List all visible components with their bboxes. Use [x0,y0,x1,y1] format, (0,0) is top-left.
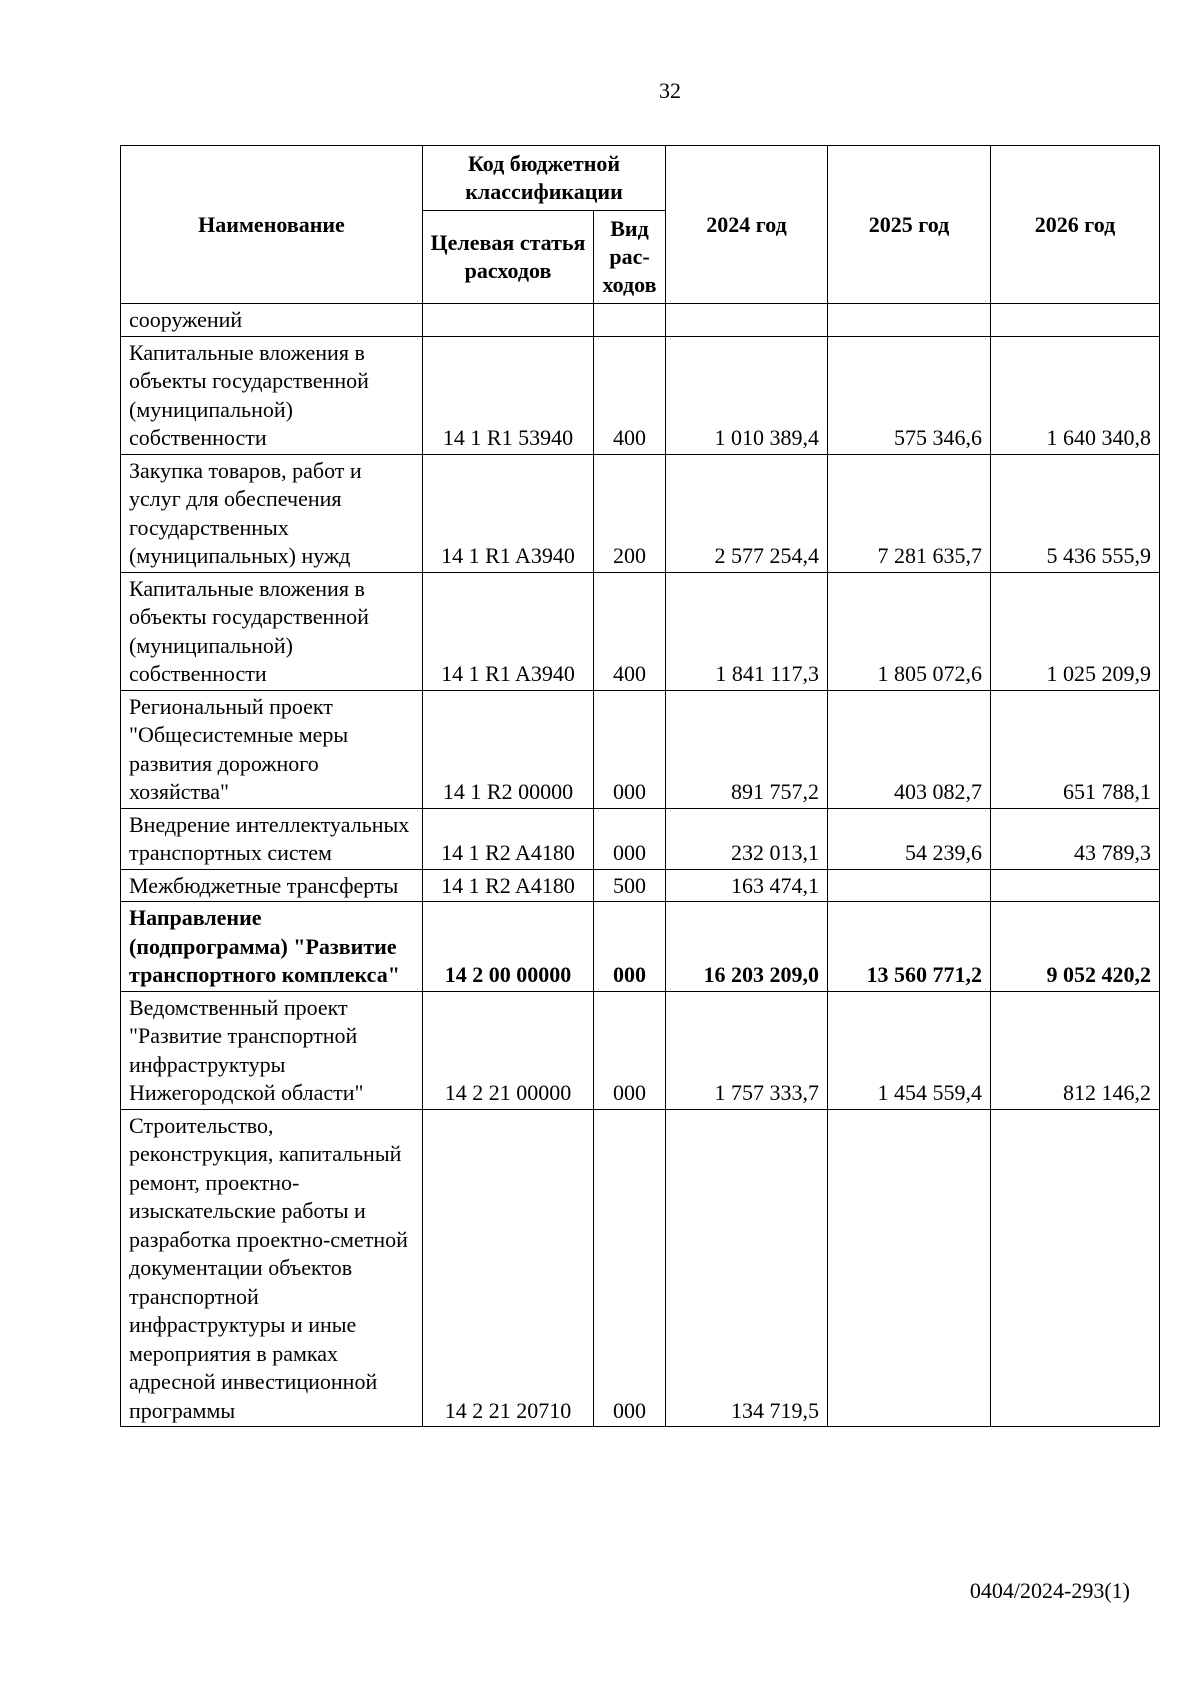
cell-name: Направление (подпрограмма) "Развитие транспортного комплекса" [121,902,423,992]
cell-v2026: 812 146,2 [991,991,1160,1109]
cell-kind: 400 [594,572,666,690]
cell-code: 14 1 R1 53940 [423,336,594,454]
budget-table [120,145,1160,1427]
table-row [121,869,1160,902]
table-row [121,572,1160,690]
cell-v2025: 1 805 072,6 [828,572,991,690]
cell-code: 14 1 R2 A4180 [423,808,594,869]
cell-v2024 [666,304,828,337]
cell-v2025 [828,304,991,337]
table-header [121,146,1160,304]
cell-v2026: 1 025 209,9 [991,572,1160,690]
cell-name: сооружений [121,304,423,337]
table-body [121,304,1160,1427]
cell-v2025: 403 082,7 [828,690,991,808]
header-target-article: Целевая статья расходов [423,211,594,304]
cell-code: 14 1 R1 A3940 [423,572,594,690]
cell-code: 14 1 R2 A4180 [423,869,594,902]
header-2024: 2024 год [666,146,828,304]
cell-v2024: 891 757,2 [666,690,828,808]
cell-v2024: 2 577 254,4 [666,454,828,572]
cell-v2025 [828,869,991,902]
cell-kind: 000 [594,1109,666,1427]
cell-v2025: 1 454 559,4 [828,991,991,1109]
cell-v2024: 1 841 117,3 [666,572,828,690]
table-row [121,454,1160,572]
header-2025: 2025 год [828,146,991,304]
table-row [121,808,1160,869]
cell-v2025: 7 281 635,7 [828,454,991,572]
cell-v2025: 575 346,6 [828,336,991,454]
cell-kind: 000 [594,991,666,1109]
cell-kind [594,304,666,337]
cell-name: Ведомственный проект "Развитие транспортной инфраструктуры Нижегородской области" [121,991,423,1109]
cell-v2024: 16 203 209,0 [666,902,828,992]
table-row [121,991,1160,1109]
cell-code: 14 2 21 20710 [423,1109,594,1427]
table-row [121,304,1160,337]
cell-v2026 [991,304,1160,337]
cell-kind: 400 [594,336,666,454]
cell-kind: 000 [594,690,666,808]
cell-v2025 [828,1109,991,1427]
cell-v2024: 1 010 389,4 [666,336,828,454]
cell-code: 14 2 21 00000 [423,991,594,1109]
cell-name: Межбюджетные трансферты [121,869,423,902]
cell-code: 14 2 00 00000 [423,902,594,992]
cell-name: Строительство, реконструкция, капитальный ремонт, проектно-изыскательские работы и разработка проектно-сметной документации объектов транспортной инфраструктуры и иные мероприятия в рамках адресной инвестиционной программы [121,1109,423,1427]
header-2026: 2026 год [991,146,1160,304]
cell-v2024: 232 013,1 [666,808,828,869]
cell-name: Внедрение интеллектуальных транспортных систем [121,808,423,869]
document-code: 0404/2024-293(1) [969,1578,1130,1603]
cell-name: Региональный проект "Общесистемные меры развития дорожного хозяйства" [121,690,423,808]
cell-name: Капитальные вложения в объекты государственной (муниципальной) собственности [121,336,423,454]
cell-v2026: 651 788,1 [991,690,1160,808]
table-row [121,902,1160,992]
header-expense-kind: Вид рас-ходов [594,211,666,304]
table-row [121,336,1160,454]
cell-code [423,304,594,337]
table-row [121,1109,1160,1427]
cell-v2025: 54 239,6 [828,808,991,869]
cell-kind: 200 [594,454,666,572]
cell-code: 14 1 R2 00000 [423,690,594,808]
cell-v2026: 9 052 420,2 [991,902,1160,992]
cell-code: 14 1 R1 A3940 [423,454,594,572]
cell-v2026: 5 436 555,9 [991,454,1160,572]
table-row [121,690,1160,808]
cell-v2024: 1 757 333,7 [666,991,828,1109]
cell-v2026: 43 789,3 [991,808,1160,869]
header-budget-code: Код бюджетной классификации [423,146,666,211]
cell-v2024: 163 474,1 [666,869,828,902]
cell-v2026: 1 640 340,8 [991,336,1160,454]
cell-v2026 [991,1109,1160,1427]
page-number: 32 [659,78,681,103]
cell-kind: 000 [594,902,666,992]
header-name: Наименование [121,146,423,304]
cell-v2024: 134 719,5 [666,1109,828,1427]
cell-v2025: 13 560 771,2 [828,902,991,992]
cell-kind: 000 [594,808,666,869]
cell-name: Закупка товаров, работ и услуг для обеспечения государственных (муниципальных) нужд [121,454,423,572]
cell-name: Капитальные вложения в объекты государственной (муниципальной) собственности [121,572,423,690]
cell-v2026 [991,869,1160,902]
cell-kind: 500 [594,869,666,902]
